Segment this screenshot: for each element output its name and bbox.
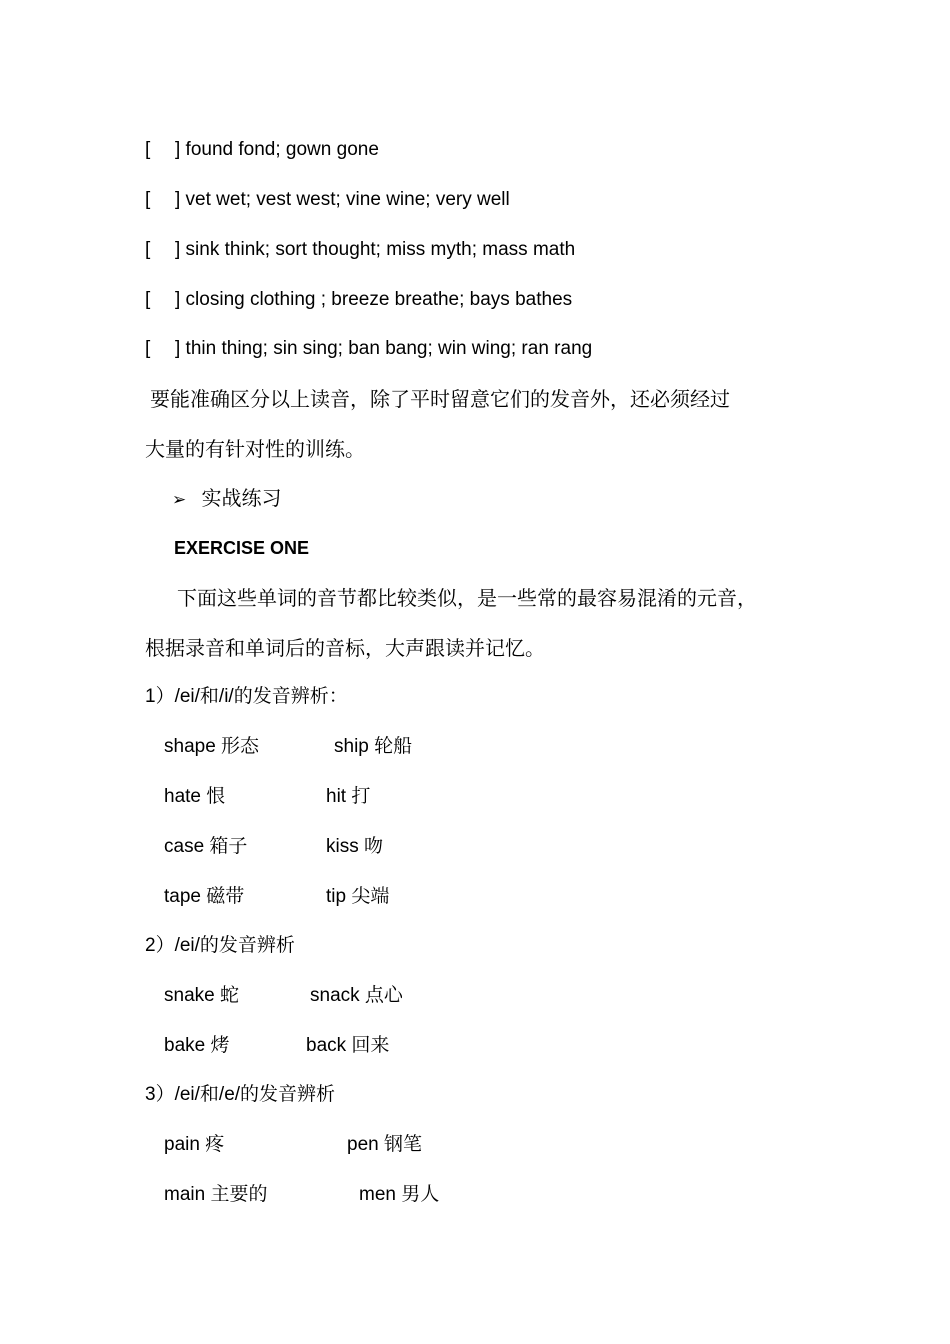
bracket-open: [ [145,338,151,359]
bullet-item [172,485,282,513]
bracket-line-text: ] found fond; gown gone [175,139,379,160]
bracket-line-text: ] vet wet; vest west; vine wine; very well [175,189,510,210]
word-right: tip 尖端 [326,886,390,907]
word-left: hate 恨 [164,786,226,807]
bracket-line-text: ] thin thing; sin sing; ban bang; win wing; ran rang [175,338,593,359]
bracket-open: [ [145,139,151,160]
word-right: men 男人 [359,1184,440,1205]
paragraph-text: 下面这些单词的音节都比较类似，是一些常的最容易混淆的元音， [177,586,757,610]
word-right: pen 钢笔 [347,1134,422,1155]
word-left: pain 疼 [164,1134,225,1155]
paragraph-text: 根据录音和单词后的音标，大声跟读并记忆。 [145,636,545,660]
word-left: main 主要的 [164,1184,268,1205]
word-right: kiss 吻 [326,836,384,857]
word-right: hit 打 [326,786,371,807]
bracket-line-text: ] closing clothing ; breeze breathe; bays bathes [175,289,573,310]
word-right: back 回来 [306,1035,390,1056]
word-right: ship 轮船 [334,736,413,757]
bracket-line-text: ] sink think; sort thought; miss myth; mass math [175,239,576,260]
word-left: tape 磁带 [164,886,245,907]
word-left: snake 蛇 [164,985,239,1006]
word-left: case 箱子 [164,836,248,857]
word-right: snack 点心 [310,985,403,1006]
section-heading: 3）/ei/和/e/的发音辨析 [145,1084,336,1105]
bullet-text: 实战练习 [201,486,282,510]
bracket-open: [ [145,289,151,310]
section-heading: 1）/ei/和/i/的发音辨析： [145,686,348,707]
paragraph-text: 要能准确区分以上读音，除了平时留意它们的发音外，还必须经过 [150,387,730,411]
bracket-open: [ [145,189,151,210]
arrow-bullet-icon: ➢ [172,490,187,510]
paragraph-text: 大量的有针对性的训练。 [145,437,365,461]
word-left: shape 形态 [164,736,260,757]
exercise-title: EXERCISE ONE [174,538,310,558]
word-left: bake 烤 [164,1035,230,1056]
bracket-open: [ [145,239,151,260]
section-heading: 2）/ei/的发音辨析 [145,935,295,956]
